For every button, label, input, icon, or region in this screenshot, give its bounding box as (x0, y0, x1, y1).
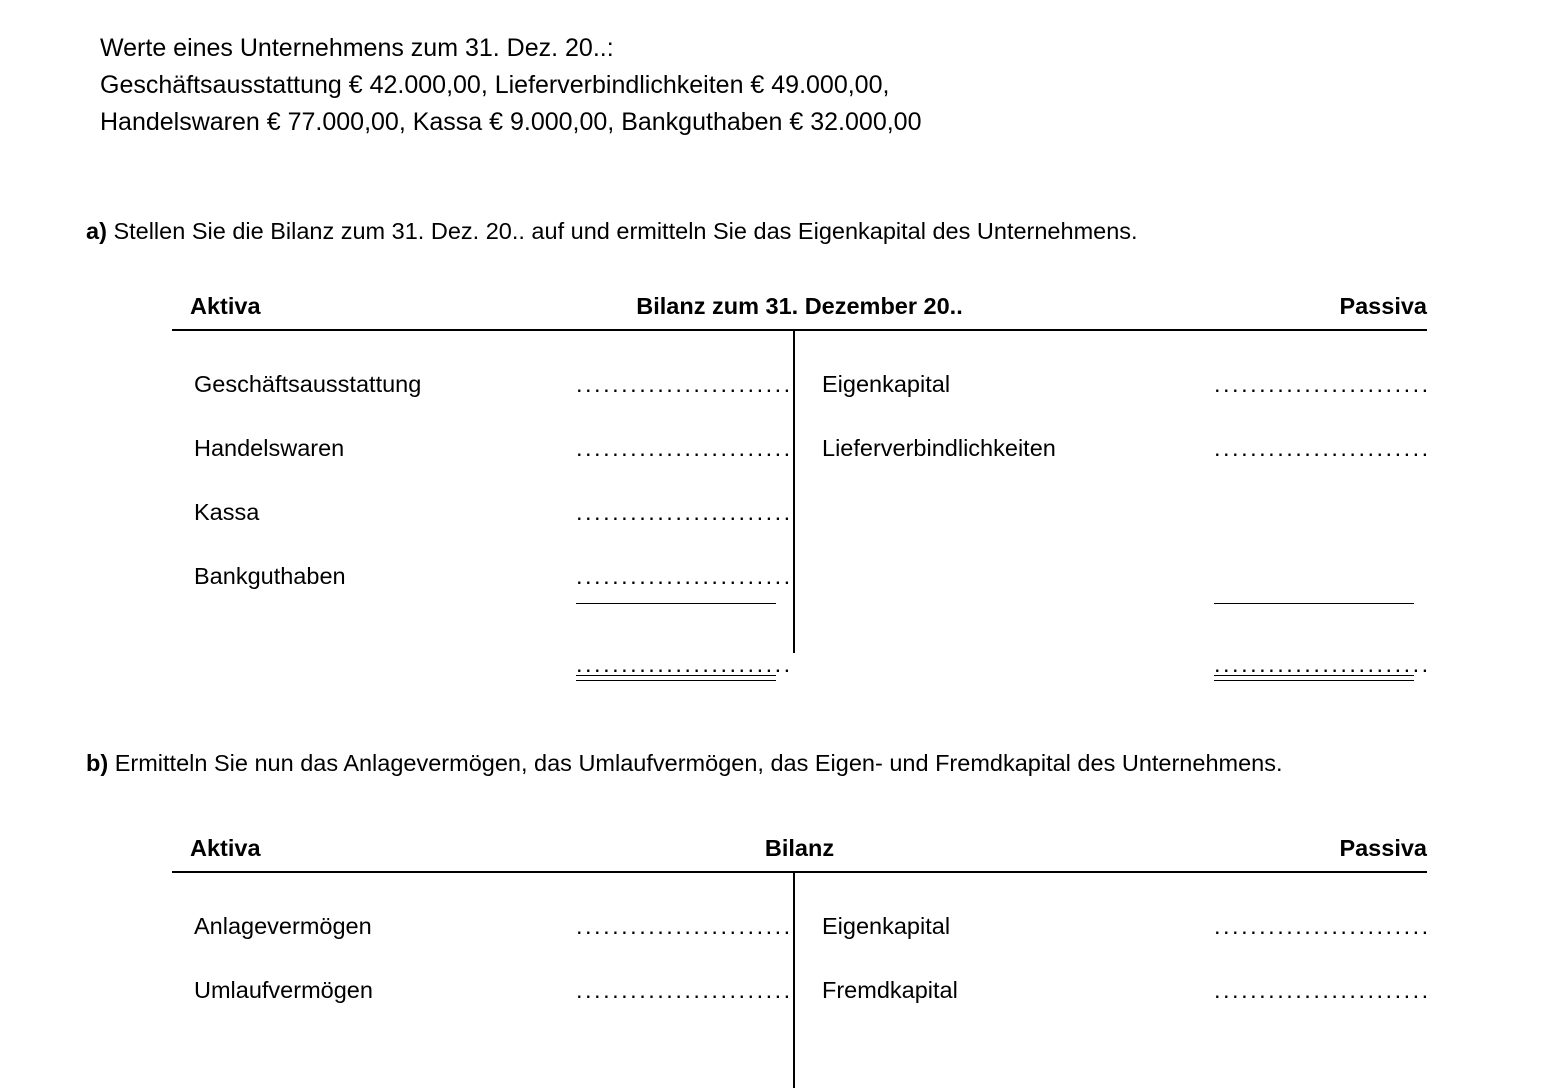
balance-sheet-a (172, 293, 1431, 677)
aktiva-total-rule (576, 675, 776, 681)
table-row (172, 353, 793, 417)
table-row (172, 959, 793, 1023)
row-value-blank[interactable]: ........................ (576, 435, 793, 461)
row-value-blank[interactable]: ........................ (576, 913, 793, 939)
header-aktiva: Aktiva (190, 293, 261, 319)
row-label: Anlagevermögen (194, 913, 372, 939)
passiva-column (812, 331, 1431, 677)
header-passiva: Passiva (1339, 293, 1427, 319)
table-row (172, 545, 793, 609)
aktiva-total-blank[interactable]: ........................ (576, 651, 793, 677)
balance-sheet-b-body (172, 873, 1431, 1088)
center-divider (793, 873, 795, 1088)
passiva-column (812, 873, 1431, 1023)
row-label: Fremdkapital (822, 977, 958, 1003)
aktiva-column (172, 331, 793, 677)
task-b-text: Ermitteln Sie nun das Anlagevermögen, das Umlaufvermögen, das Eigen- und Fremdkapital des Unternehmens. (114, 750, 1283, 776)
aktiva-column (172, 873, 793, 1023)
aktiva-subtotal-rule (576, 603, 776, 604)
row-label: Eigenkapital (822, 371, 951, 397)
intro-line-3: Handelswaren € 77.000,00, Kassa € 9.000,00, Bankguthaben € 32.000,00 (100, 108, 922, 136)
row-label: Bankguthaben (194, 563, 346, 589)
task-a-text: Stellen Sie die Bilanz zum 31. Dez. 20.. auf und ermitteln Sie das Eigenkapital des Unternehmens. (113, 218, 1138, 244)
intro-line-2: Geschäftsausstattung € 42.000,00, Lieferverbindlichkeiten € 49.000,00, (100, 71, 890, 99)
center-divider (793, 331, 795, 653)
table-row (812, 959, 1431, 1023)
row-value-blank[interactable]: ........................ (576, 977, 793, 1003)
passiva-total-blank[interactable]: ........................ (1214, 651, 1431, 677)
row-label: Geschäftsausstattung (194, 371, 422, 397)
header-passiva: Passiva (1339, 835, 1427, 861)
task-b (86, 750, 1283, 777)
task-a-label: a) (86, 218, 107, 244)
balance-sheet-a-body (172, 331, 1431, 677)
row-value-blank[interactable]: ........................ (576, 499, 793, 525)
passiva-subtotal-rule (1214, 603, 1414, 604)
header-title: Bilanz (764, 835, 835, 861)
passiva-total-rule (1214, 675, 1414, 681)
header-aktiva: Aktiva (190, 835, 261, 861)
task-b-label: b) (86, 750, 109, 776)
table-row (812, 417, 1431, 481)
row-value-blank[interactable]: ........................ (1214, 977, 1431, 1003)
table-row (172, 895, 793, 959)
balance-sheet-b-header (172, 835, 1427, 871)
row-value-blank[interactable]: ........................ (1214, 371, 1431, 397)
row-value-blank[interactable]: ........................ (576, 563, 793, 589)
task-a (86, 218, 1138, 245)
row-value-blank[interactable]: ........................ (1214, 913, 1431, 939)
row-label: Eigenkapital (822, 913, 951, 939)
table-row (812, 895, 1431, 959)
intro-text (100, 30, 921, 141)
row-label: Umlaufvermögen (194, 977, 373, 1003)
balance-sheet-b (172, 835, 1431, 1088)
table-row (172, 481, 793, 545)
table-row (172, 417, 793, 481)
row-value-blank[interactable]: ........................ (1214, 435, 1431, 461)
balance-sheet-a-header (172, 293, 1427, 329)
header-title: Bilanz zum 31. Dezember 20.. (636, 293, 963, 319)
table-row (812, 353, 1431, 417)
intro-line-1: Werte eines Unternehmens zum 31. Dez. 20..: (100, 34, 614, 62)
row-label: Kassa (194, 499, 260, 525)
row-label: Lieferverbindlichkeiten (822, 435, 1056, 461)
row-value-blank[interactable]: ........................ (576, 371, 793, 397)
row-label: Handelswaren (194, 435, 345, 461)
